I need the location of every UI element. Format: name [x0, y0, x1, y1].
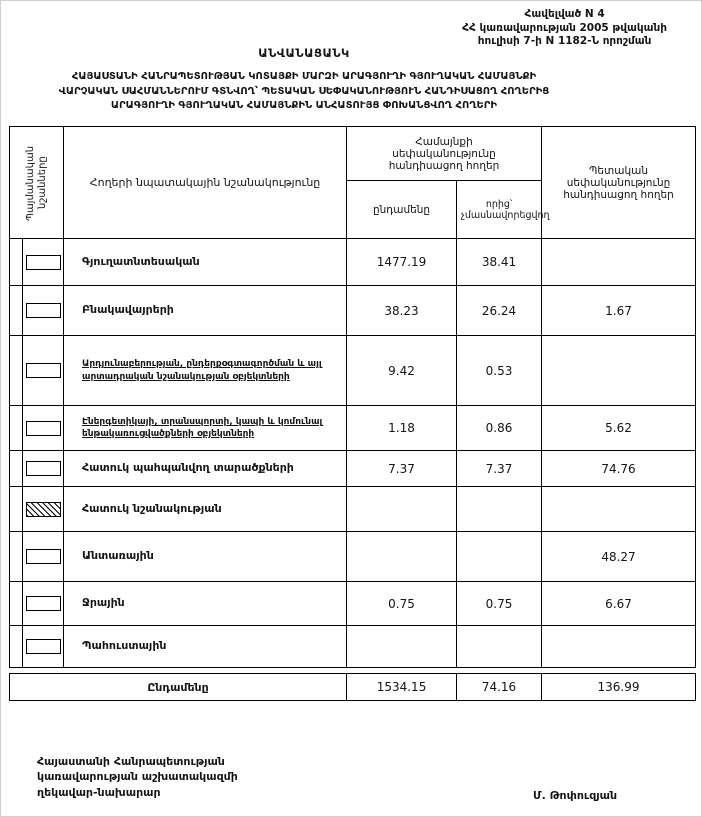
subtitle-line-3: ԱՐԱԳՅՈՒՂԻ ԳՅՈՒՂԱԿԱՆ ՀԱՄԱՅՆՔԻՆ ԱՆՀԱՏՈՒՅՑ ՓՈԽԱՆՑՎՈՂ ՀՈՂԵՐԻ: [110, 100, 498, 111]
annex-line-2: ՀՀ կառավարության 2005 թվականի: [462, 21, 667, 34]
non-privatizable-value: 0.53: [457, 336, 542, 406]
non-privatizable-value: [457, 532, 542, 582]
state-value: 5.62: [542, 406, 696, 451]
signature-line-3: ղեկավար-նախարար: [37, 785, 161, 799]
legend-symbol-box: [26, 639, 61, 654]
header-non-privatizable: որից՝ չմասնավորեցվող: [457, 181, 542, 239]
symbol-cell: [10, 336, 64, 406]
community-total-value: 9.42: [347, 336, 457, 406]
non-privatizable-value: [457, 487, 542, 532]
annex-reference: [462, 8, 667, 49]
legend-symbol-box: [26, 363, 61, 378]
community-total-value: 0.75: [347, 582, 457, 626]
community-total-value: [347, 532, 457, 582]
non-privatizable-value: 0.86: [457, 406, 542, 451]
land-table: [9, 126, 696, 668]
table-row: [10, 239, 696, 286]
annex-line-3: հուլիսի 7-ի N 1182-Ն որոշման: [477, 35, 652, 48]
legend-symbol-box: [26, 461, 61, 476]
header-row-top: [10, 127, 696, 181]
totals-state: 136.99: [542, 674, 696, 701]
legend-symbol-box-hatched: [26, 502, 61, 517]
legend-symbol-box: [26, 549, 61, 564]
symbol-cell: [10, 239, 64, 286]
table-body: [10, 239, 696, 668]
land-category-label: Գյուղատնտեսական: [64, 239, 347, 286]
land-category-label: Բնակավայրերի: [64, 286, 347, 336]
table-row: [10, 487, 696, 532]
land-category-label: Պահուստային: [64, 626, 347, 668]
legend-symbol-box: [26, 255, 61, 270]
non-privatizable-value: 26.24: [457, 286, 542, 336]
totals-non-privatizable: 74.16: [457, 674, 542, 701]
land-category-label: Հատուկ նշանակության: [64, 487, 347, 532]
subtitle-line-2: ՎԱՐՉԱԿԱՆ ՍԱՀՄԱՆՆԵՐՈՒՄ ԳՏՆՎՈՂ՝ ՊԵՏԱԿԱՆ ՍԵՓԱԿԱՆՈՒԹՅՈՒՆ ՀԱՆԴԻՍԱՑՈՂ ՀՈՂԵՐԻՑ: [58, 85, 550, 97]
annex-line-1: Հավելված N 4: [524, 8, 605, 20]
totals-community-total: 1534.15: [347, 674, 457, 701]
land-category-label: Հատուկ պահպանվող տարածքների: [64, 451, 347, 487]
non-privatizable-value: [457, 626, 542, 668]
state-value: [542, 336, 696, 406]
state-value: [542, 626, 696, 668]
symbol-cell: [10, 487, 64, 532]
signatory-name: Մ. Թոփուզյան: [533, 789, 618, 802]
header-symbols: [10, 127, 64, 239]
state-value: 48.27: [542, 532, 696, 582]
signature-block: [37, 754, 238, 800]
state-value: 6.67: [542, 582, 696, 626]
symbol-cell: [10, 532, 64, 582]
community-total-value: 1.18: [347, 406, 457, 451]
header-community-group: Համայնքի սեփականությունը հանդիսացող հողեր: [347, 127, 542, 181]
document-heading: [1, 46, 607, 114]
table-row: [10, 406, 696, 451]
table-row: [10, 582, 696, 626]
land-category-label: Էներգետիկայի, տրանսպորտի, կապի և կոմունալ ենթակառուցվածքների օբյեկտների: [64, 406, 347, 451]
community-total-value: 38.23: [347, 286, 457, 336]
land-category-label: Արդյունաբերության, ընդերքօգտագործման և այլ արտադրական նշանակության օբյեկտների: [64, 336, 347, 406]
table-row: [10, 626, 696, 668]
table-row: [10, 336, 696, 406]
land-category-label: Անտառային: [64, 532, 347, 582]
signature-line-1: Հայաստանի Հանրապետության: [37, 755, 225, 768]
header-state: Պետական սեփականությունը հանդիսացող հողեր: [542, 127, 696, 239]
signature-line-2: կառավարության աշխատակազմի: [37, 770, 238, 784]
state-value: 1.67: [542, 286, 696, 336]
table-header: [10, 127, 696, 239]
subtitle: [1, 70, 607, 114]
table-row: [10, 286, 696, 336]
header-symbols-label: Պայմանական նշանները: [24, 144, 48, 221]
symbol-cell: [10, 626, 64, 668]
community-total-value: [347, 626, 457, 668]
symbol-cell: [10, 286, 64, 336]
community-total-value: 7.37: [347, 451, 457, 487]
table-row: [10, 532, 696, 582]
state-value: 74.76: [542, 451, 696, 487]
legend-symbol-box: [26, 303, 61, 318]
header-purpose: Հողերի նպատակային նշանակությունը: [64, 127, 347, 239]
non-privatizable-value: 38.41: [457, 239, 542, 286]
totals-row: [10, 674, 696, 701]
state-value: [542, 239, 696, 286]
symbol-cell: [10, 451, 64, 487]
subtitle-line-1: ՀԱՅԱՍՏԱՆԻ ՀԱՆՐԱՊԵՏՈՒԹՅԱՆ ԿՈՏԱՅՔԻ ՄԱՐԶԻ ԱՐԱԳՅՈՒՂԻ ԳՅՈՒՂԱԿԱՆ ՀԱՄԱՅՆՔԻ: [71, 71, 537, 82]
community-total-value: 1477.19: [347, 239, 457, 286]
symbol-cell: [10, 582, 64, 626]
non-privatizable-value: 7.37: [457, 451, 542, 487]
community-total-value: [347, 487, 457, 532]
header-total: ընդամենը: [347, 181, 457, 239]
totals-row-table: [9, 673, 696, 701]
legend-symbol-box: [26, 596, 61, 611]
land-table-wrapper: [9, 126, 695, 701]
non-privatizable-value: 0.75: [457, 582, 542, 626]
page-title: ԱՆՎԱՆԱՑԱՆԿ: [258, 46, 350, 60]
state-value: [542, 487, 696, 532]
symbol-cell: [10, 406, 64, 451]
table-row: [10, 451, 696, 487]
land-category-label: Ջրային: [64, 582, 347, 626]
legend-symbol-box: [26, 421, 61, 436]
totals-label: Ընդամենը: [10, 674, 347, 701]
